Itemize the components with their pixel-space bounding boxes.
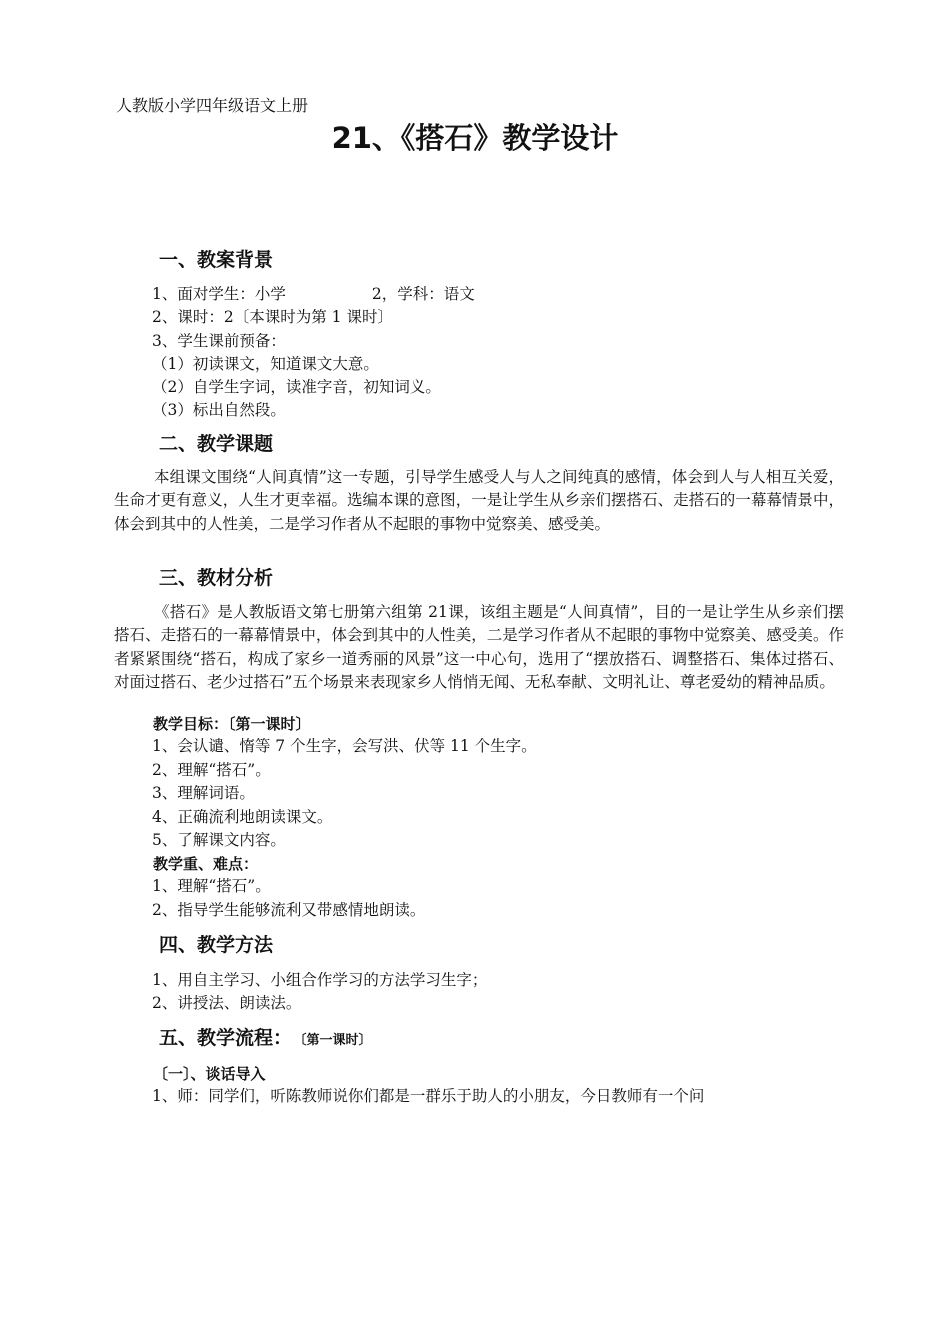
subject-field: 2，学科：语文 (371, 285, 475, 303)
method-item: 1、用自主学习、小组合作学习的方法学习生字； (152, 971, 488, 989)
section-heading-process (159, 1023, 372, 1050)
page-title: 21、《搭石》教学设计 (331, 121, 619, 155)
key-point-item: 1、理解“搭石”。 (152, 877, 271, 895)
analysis-paragraph: 《搭石》是人教版语文第七册第六组第 21课，该组主题是“人间真情”，目的一是让学生从乡亲们摆搭石、走搭石的一幕幕情景中，体会到其中的人性美，二是学习作者从不起眼的事物中觉察美、感受美。作者紧紧围绕“搭石，构成了家乡一道秀丽的风景”这一中心句，选用了“摆放搭石、调整搭石、集体过搭石、对面过搭石、老少过搭石”五个场景来表现家乡人悄悄无闻、无私奉献、文明礼让、尊老爱幼的精神品质。 (114, 603, 844, 692)
prep-item: （3）标出自然段。 (152, 401, 286, 419)
prep-item: （2）自学生字词，读准字音，初知词义。 (152, 378, 441, 396)
goal-item: 3、理解词语。 (152, 784, 255, 802)
method-item: 2、讲授法、朗读法。 (152, 994, 302, 1012)
audience-line (152, 283, 475, 306)
goal-item: 4、正确流利地朗读课文。 (152, 808, 333, 826)
goal-item: 1、会认谴、惰等 7 个生字，会写洪、伏等 11 个生字。 (152, 737, 537, 755)
audience-label: 1、面对学生：小学 (152, 285, 286, 303)
key-point-item: 2、指导学生能够流利又带感情地朗读。 (152, 901, 426, 919)
topic-paragraph: 本组课文围绕“人间真情”这一专题，引导学生感受人与人之间纯真的感情，体会到人与人相互关爱，生命才更有意义，人生才更幸福。选编本课的意图，一是让学生从乡亲们摆搭石、走搭石的一幕幕情景中，体会到其中的人性美，二是学习作者从不起眼的事物中觉察美、感受美。 (114, 468, 844, 533)
hours-line: 2、课时：2〔本课时为第 1 课时〕 (152, 308, 393, 326)
section-heading-topic: 二、教学课题 (159, 433, 274, 455)
intro-first-line: 1、师：同学们，听陈教师说你们都是一群乐于助人的小朋友，今日教师有一个问 (152, 1087, 705, 1105)
goal-item: 5、了解课文内容。 (152, 831, 286, 849)
prep-line: 3、学生课前预备： (152, 332, 286, 350)
section-heading-methods: 四、教学方法 (159, 934, 274, 956)
section-heading-analysis: 三、教材分析 (159, 567, 274, 589)
key-points-heading: 教学重、难点： (153, 855, 259, 873)
prep-item: （1）初读课文，知道课文大意。 (152, 355, 379, 373)
goal-item: 2、理解“搭石”。 (152, 761, 271, 779)
process-heading-note: 〔第一课时〕 (300, 1033, 372, 1048)
section-heading-background: 一、教案背景 (159, 249, 274, 271)
subject-label: 人教版小学四年级语文上册 (116, 96, 309, 115)
intro-sub-heading: 〔一〕、谈话导入 (153, 1065, 266, 1083)
process-heading-text: 五、教学流程： (159, 1027, 293, 1049)
goals-heading: 教学目标：〔第一课时〕 (153, 715, 311, 733)
